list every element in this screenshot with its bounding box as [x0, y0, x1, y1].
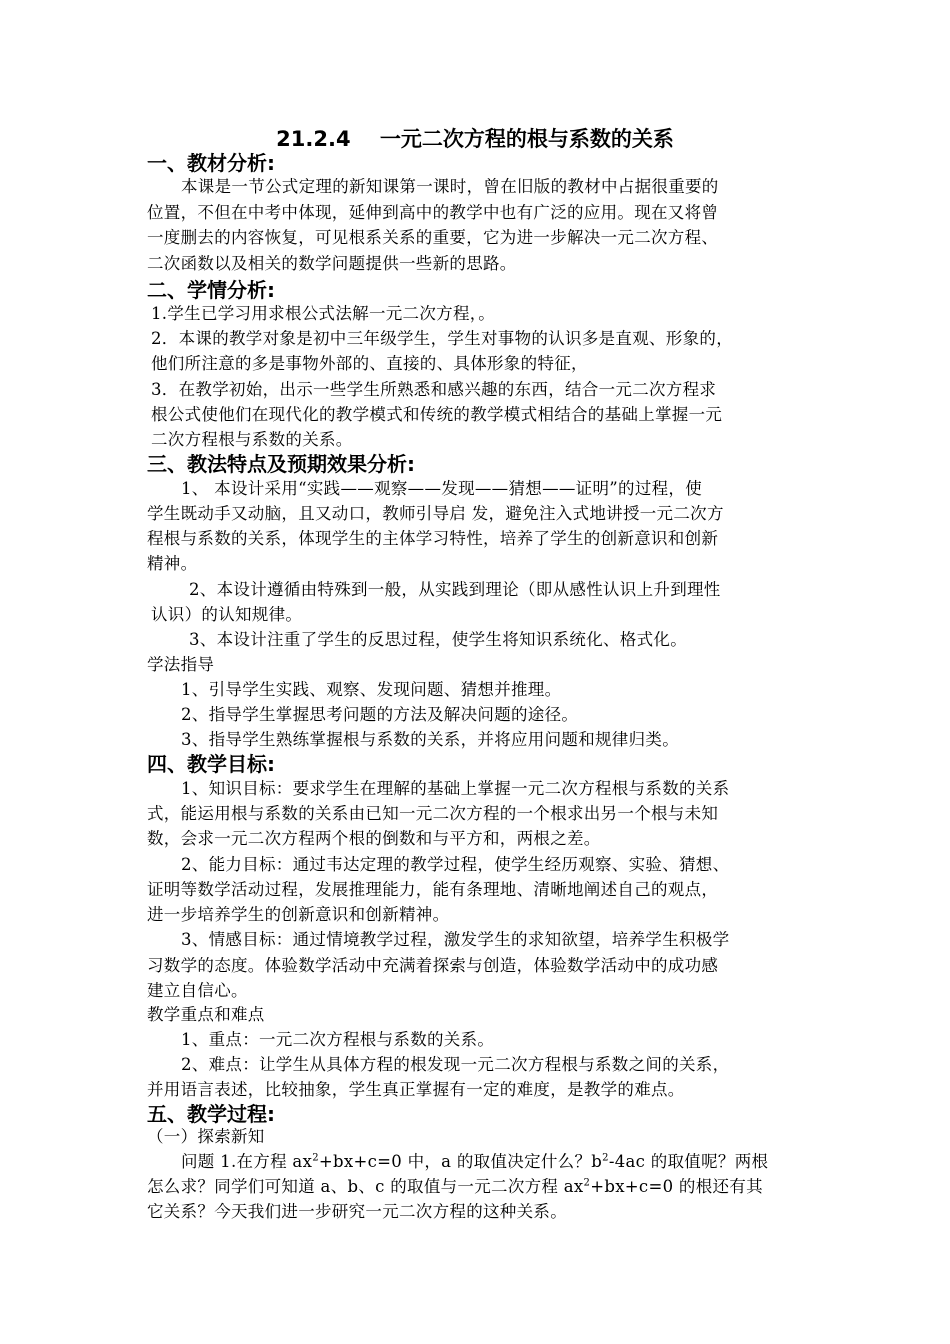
paragraph-line: 1.学生已学习用求根公式法解一元二次方程，。: [151, 304, 496, 323]
text-run: +bx+c=0 中，a 的取值决定什么？b: [318, 1152, 603, 1171]
section-heading-1: 一、教材分析:: [147, 151, 275, 175]
paragraph-line: 3、本设计注重了学生的反思过程，使学生将知识系统化、格式化。: [189, 630, 687, 649]
section-heading-2: 二、学情分析:: [147, 278, 275, 302]
paragraph-line: 位置，不但在中考中体现，延伸到高中的教学中也有广泛的应用。现在又将曾: [147, 203, 719, 222]
paragraph-line: 1、引导学生实践、观察、发现问题、猜想并推理。: [181, 680, 562, 699]
superscript: 2: [312, 1152, 319, 1164]
paragraph-line: [181, 1150, 768, 1174]
paragraph-line: 2．本课的教学对象是初中三年级学生，学生对事物的认识多是直观、形象的，: [151, 329, 733, 348]
section-heading-5: 五、教学过程:: [147, 1102, 275, 1126]
paragraph-line: 程根与系数的关系，体现学生的主体学习特性，培养了学生的创新意识和创新: [147, 529, 719, 548]
paragraph-line: 2、难点：让学生从具体方程的根发现一元二次方程根与系数之间的关系，: [181, 1055, 730, 1074]
paragraph-line: 2、本设计遵循由特殊到一般，从实践到理论（即从感性认识上升到理性: [189, 580, 721, 599]
paragraph-line: 二次方程根与系数的关系。: [151, 430, 353, 449]
paragraph-line: 学生既动手又动脑，且又动口，教师引导启 发，避免注入式地讲授一元二次方: [147, 504, 724, 523]
superscript: 2: [602, 1152, 609, 1164]
paragraph-line: 根公式使他们在现代化的教学模式和传统的教学模式相结合的基础上掌握一元: [151, 405, 723, 424]
paragraph-line: 式，能运用根与系数的关系由已知一元二次方程的一个根求出另一个根与未知: [147, 804, 719, 823]
paragraph-line: 精神。: [147, 554, 198, 573]
section-heading-4: 四、教学目标:: [147, 752, 275, 776]
paragraph-line: 1、知识目标：要求学生在理解的基础上掌握一元二次方程根与系数的关系: [181, 779, 730, 798]
paragraph-line: 二次函数以及相关的数学问题提供一些新的思路。: [147, 254, 517, 273]
paragraph-line: 3、情感目标：通过情境教学过程，激发学生的求知欲望，培养学生积极学: [181, 930, 730, 949]
section-heading-3: 三、教法特点及预期效果分析:: [147, 452, 415, 476]
paragraph-line: 3．在教学初始，出示一些学生所熟悉和感兴趣的东西，结合一元二次方程求: [151, 380, 717, 399]
paragraph-line: 并用语言表述，比较抽象，学生真正掌握有一定的难度，是教学的难点。: [147, 1080, 685, 1099]
paragraph-line: 数，会求一元二次方程两个根的倒数和与平方和，两根之差。: [147, 829, 601, 848]
text-run: +bx+c=0 的根还有其: [590, 1177, 763, 1196]
paragraph-line: 证明等数学活动过程，发展推理能力，能有条理地、清晰地阐述自己的观点，: [147, 880, 719, 899]
paragraph-line: 2、指导学生掌握思考问题的方法及解决问题的途径。: [181, 705, 579, 724]
page-title: 21.2.4 一元二次方程的根与系数的关系: [276, 127, 674, 151]
paragraph-line: [147, 1175, 763, 1199]
text-run: 问题 1.在方程 ax: [181, 1152, 313, 1171]
paragraph-line: 一度删去的内容恢复，可见根系关系的重要，它为进一步解决一元二次方程、: [147, 228, 719, 247]
paragraph-line: 它关系？今天我们进一步研究一元二次方程的这种关系。: [147, 1202, 567, 1221]
paragraph-line: 1、 本设计采用“实践——观察——发现——猜想——证明”的过程，使: [181, 479, 703, 498]
superscript: 2: [583, 1177, 591, 1189]
paragraph-line: 他们所注意的多是事物外部的、直接的、具体形象的特征，: [151, 354, 588, 373]
paragraph-line: 2、能力目标：通过韦达定理的教学过程，使学生经历观察、实验、猜想、: [181, 855, 730, 874]
paragraph-line: 进一步培养学生的创新意识和创新精神。: [147, 905, 450, 924]
paragraph-line: 认识）的认知规律。: [151, 605, 303, 624]
text-run: 怎么求？同学们可知道 a、b、c 的取值与一元二次方程 ax: [147, 1177, 584, 1196]
paragraph-line: 本课是一节公式定理的新知课第一课时，曾在旧版的教材中占据很重要的: [181, 177, 719, 196]
text-run: -4ac 的取值呢？两根: [608, 1152, 769, 1171]
subheading-line: （一）探索新知: [147, 1127, 265, 1146]
paragraph-line: 建立自信心。: [147, 981, 248, 1000]
paragraph-line: 1、重点：一元二次方程根与系数的关系。: [181, 1030, 495, 1049]
paragraph-line: 习数学的态度。体验数学活动中充满着探索与创造，体验数学活动中的成功感: [147, 956, 719, 975]
subheading-line: 学法指导: [147, 655, 215, 674]
paragraph-line: 3、指导学生熟练掌握根与系数的关系，并将应用问题和规律归类。: [181, 730, 679, 749]
subheading-line: 教学重点和难点: [147, 1005, 265, 1024]
